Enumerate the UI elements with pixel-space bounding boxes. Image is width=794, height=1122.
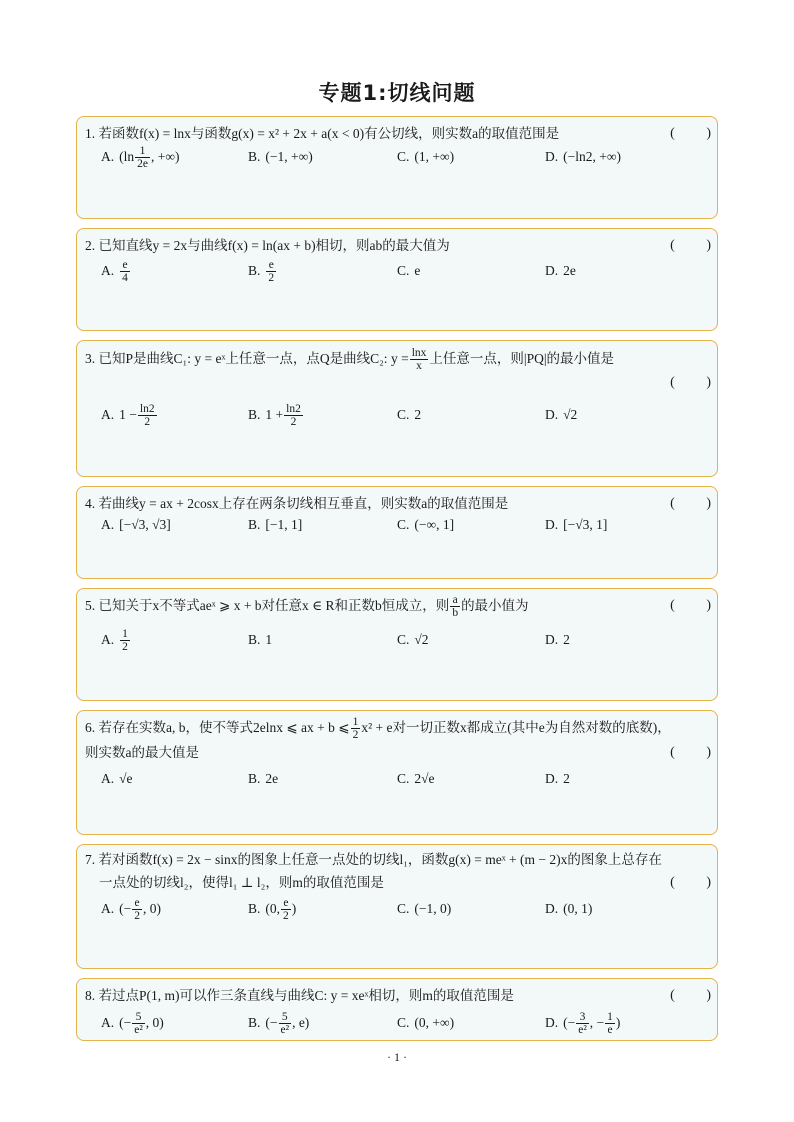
option-d[interactable]: D. (−ln2, +∞) bbox=[545, 149, 621, 164]
question-stem: 2. 已知直线y = 2x与曲线f(x) = ln(ax + b)相切，则ab的最大值为 bbox=[85, 238, 450, 253]
option-d[interactable]: D. 2e bbox=[545, 263, 576, 278]
option-c[interactable]: C. (−∞, 1] bbox=[397, 517, 455, 532]
option-c[interactable]: C. 2 bbox=[397, 407, 422, 422]
option-row bbox=[101, 765, 707, 793]
option-row bbox=[101, 401, 707, 429]
answer-blank[interactable]: ( ) bbox=[670, 598, 711, 613]
question-stem: 8. 若过点P(1, m)可以作三条直线与曲线C: y = xeˣ相切，则m的取值范围是 bbox=[85, 988, 514, 1003]
option-c[interactable]: C. √2 bbox=[397, 632, 429, 647]
option-b[interactable]: B. 2e bbox=[248, 771, 279, 786]
question-card-4 bbox=[76, 486, 718, 579]
option-d[interactable]: D. [−√3, 1] bbox=[545, 517, 608, 532]
option-c[interactable]: C. (0, +∞) bbox=[397, 1015, 455, 1030]
option-a[interactable]: A. (ln $\frac{1}{2e}$ , +∞) bbox=[101, 145, 180, 171]
option-b[interactable]: B. 1 + $\frac{\ln 2}{2}$ bbox=[248, 403, 301, 429]
question-card-5 bbox=[76, 588, 718, 701]
question-stem: 6. 若存在实数a, b，使不等式2elnx ⩽ ax + b ⩽ $\frac{1}{2}$ x² + e对一切正数x都成立(其中e为自然对数的底数)， bbox=[85, 716, 671, 742]
question-card-6 bbox=[76, 710, 718, 835]
option-row bbox=[101, 1009, 707, 1037]
question-card-1 bbox=[76, 116, 718, 219]
option-row bbox=[101, 895, 707, 923]
option-a[interactable]: A. (− $\frac{e}{2}$ , 0) bbox=[101, 897, 161, 923]
question-card-8 bbox=[76, 978, 718, 1041]
option-b[interactable]: B. (0, $\frac{e}{2}$ ) bbox=[248, 897, 297, 923]
option-row bbox=[101, 511, 707, 539]
option-c[interactable]: C. (1, +∞) bbox=[397, 149, 455, 164]
answer-blank[interactable]: ( ) bbox=[670, 126, 711, 141]
option-a[interactable]: A. 1 − $\frac{\ln 2}{2}$ bbox=[101, 403, 155, 429]
question-stem: 3. 已知P是曲线C₁: y = eˣ上任意一点，点Q是曲线C₂: y = $\frac{\ln x}{x}$ 上任意一点，则|PQ|的最小值是 bbox=[85, 347, 615, 373]
option-row bbox=[101, 143, 707, 171]
question-stem: 7. 若对函数f(x) = 2x − sinx的图象上任意一点处的切线l₁，函数g(x) = meˣ + (m − 2)x的图象上总存在 bbox=[85, 852, 662, 867]
option-c[interactable]: C. (−1, 0) bbox=[397, 901, 452, 916]
option-d[interactable]: D. (− $\frac{3}{\text{e²}}$ , − $\frac{1}{e}$ ) bbox=[545, 1011, 621, 1037]
option-c[interactable]: C. 2√e bbox=[397, 771, 435, 786]
option-b[interactable]: B. 1 bbox=[248, 632, 273, 647]
option-row bbox=[101, 626, 707, 654]
answer-blank[interactable]: ( ) bbox=[670, 238, 711, 253]
question-card-7 bbox=[76, 844, 718, 969]
option-a[interactable]: A. $\frac{e}{4}$ bbox=[101, 259, 128, 285]
question-card-3 bbox=[76, 340, 718, 477]
option-d[interactable]: D. 2 bbox=[545, 632, 570, 647]
answer-blank[interactable]: ( ) bbox=[670, 988, 711, 1003]
option-c[interactable]: C. e bbox=[397, 263, 421, 278]
option-a[interactable]: A. (− $\frac{5}{\text{e²}}$ , 0) bbox=[101, 1011, 164, 1037]
answer-blank[interactable]: ( ) bbox=[670, 875, 711, 890]
question-stem-line2: 一点处的切线l₂，使得l₁ ⊥ l₂，则m的取值范围是 bbox=[99, 875, 384, 890]
question-stem-line2: 则实数a的最大值是 bbox=[85, 745, 199, 760]
option-a[interactable]: A. [−√3, √3] bbox=[101, 517, 171, 532]
option-b[interactable]: B. (−1, +∞) bbox=[248, 149, 313, 164]
option-b[interactable]: B. (− $\frac{5}{\text{e²}}$ , e) bbox=[248, 1011, 310, 1037]
question-stem: 4. 若曲线y = ax + 2cosx上存在两条切线相互垂直，则实数a的取值范围是 bbox=[85, 496, 509, 511]
option-b[interactable]: B. $\frac{e}{2}$ bbox=[248, 259, 275, 285]
answer-blank[interactable]: ( ) bbox=[670, 745, 711, 760]
answer-blank[interactable]: ( ) bbox=[670, 375, 711, 390]
option-d[interactable]: D. (0, 1) bbox=[545, 901, 593, 916]
page-number: · 1 · bbox=[387, 1050, 407, 1064]
question-card-2 bbox=[76, 228, 718, 331]
option-row bbox=[101, 257, 707, 285]
option-a[interactable]: A. $\frac{1}{2}$ bbox=[101, 628, 128, 654]
page-title: 专题1:切线问题 bbox=[318, 81, 476, 105]
option-a[interactable]: A. √e bbox=[101, 771, 133, 786]
option-d[interactable]: D. √2 bbox=[545, 407, 578, 422]
question-stem: 5. 已知关于x不等式aeˣ ⩾ x + b对任意x ∈ R和正数b恒成立，则 $\frac{a}{b}$ 的最小值为 bbox=[85, 594, 529, 620]
option-b[interactable]: B. [−1, 1] bbox=[248, 517, 303, 532]
answer-blank[interactable]: ( ) bbox=[670, 496, 711, 511]
question-stem: 1. 若函数f(x) = lnx与函数g(x) = x² + 2x + a(x < 0)有公切线，则实数a的取值范围是 bbox=[85, 126, 560, 141]
option-d[interactable]: D. 2 bbox=[545, 771, 570, 786]
